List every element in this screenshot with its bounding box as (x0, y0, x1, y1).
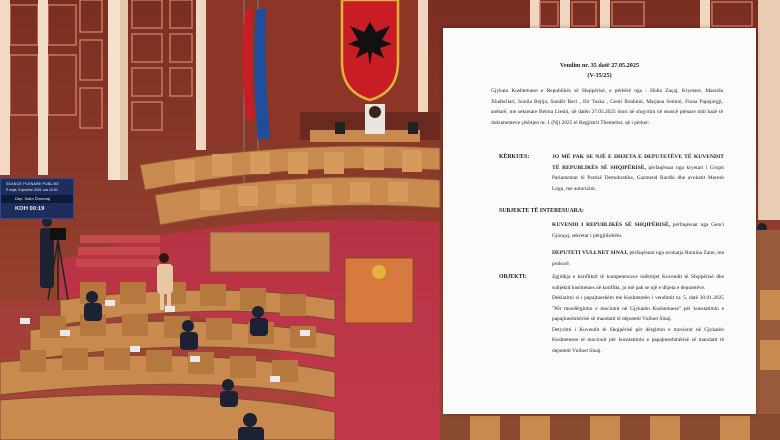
objekti-item-1: Zgjidhja e konfliktit të kompetencave ndërmjet Kuvendit të Shqipërisë dhe subjektit kushtetues në konflikt, jo më pak se një e dhjeta e deputetëve. (552, 274, 724, 291)
objekti-body (552, 272, 724, 356)
document-intro: Gjykata Kushtetuese e Republikës së Shqipërisë, e përbërë nga : Holta Zaçaj, Kryetare, Marsida Xhaferllari, Sonila Bejtja, Sandër Beci , Ilir Toska , Genti Ibrahimi, Marjana Semini, Fiona Papajorgji, anëtarë, me sekretare Belma Lleshi, në datën 27.05.2025 mori në shqyrtim në seancë plenare mbi bazë të dokumenteve çështjen nr. 1 (Nj) 2025 të Regjistrit Themeltar, që i përket: (491, 88, 723, 126)
court-decision-document (443, 28, 756, 414)
subjekt-1-text: përfaqësuar nga Genci Gjonçaj, sekretar i përgjithshëm. (552, 222, 725, 239)
kerkues-label: KËRKUES: (499, 154, 530, 160)
caption-timer: KOH 00:19 (15, 206, 45, 212)
objekti-item-3: Detyrimi i Kuvendit të Shqipërisë për dërgimin e mocionit në Gjykatën Kushtetuese të mocionit për konstatimin e papajtueshmërisë së mandatit të deputetit Vullnet Sinaj. (552, 326, 724, 354)
podium-emblem-icon (372, 265, 386, 279)
caption-speaker-name: Dep. Saim Ďrmenaj (15, 196, 50, 201)
caption-session-title: SEANCË PLENARE PUBLIKE (6, 182, 60, 186)
kerkues-name: JO MË PAK SE NJË E DHJETA E DEPUTETËVE TË KUVENDIT TË REPUBLIKËS SË SHQIPËRISË, (552, 154, 724, 171)
subjekte-label: SUBJEKTE TË INTERESUARA: (499, 208, 584, 214)
document-reference: (V-35/25) (587, 72, 612, 79)
kerkues-body (552, 152, 724, 194)
subjekt-1 (552, 220, 724, 241)
broadcast-caption-badge (0, 178, 74, 219)
subjekt-1-name: KUVENDI I REPUBLIKËS SË SHQIPËRISË, (552, 222, 671, 228)
caption-session-date: E enjte, 5 qershor 2025, ora 10:00 (6, 188, 58, 192)
subjekt-2 (552, 248, 724, 269)
caption-speaker-bar (1, 195, 73, 203)
kerkues-text: përfaqësuar nga kryetari i Grupit Parlamentar të Partisë Demokratike, Gazmend Bardhi dhe avokatit Maresh Logu, me autorizim. (552, 164, 725, 192)
subjekt-2-text: përfaqësuar nga avokatja Romina Zano, me prokurë. (552, 250, 724, 267)
objekti-item-2: Deklarimi si i papajtueshëm me Kushtetutën i vendimit nr. 5, datë 30.01.2025 "Për mosdërgimin e mocionit në Gjykatën Kushtetuese" për konstatimin e papajtueshmërisë së mandatit të deputetit Vullnet Sinaj. (552, 295, 724, 322)
albanian-emblem-icon (342, 0, 398, 100)
subjekt-2-name: DEPUTETI VULLNET SINAJ, (552, 250, 629, 256)
objekti-label: OBJEKTI: (499, 274, 527, 280)
document-title: Vendim nr. 35 datë 27.05.2025 (559, 62, 640, 69)
